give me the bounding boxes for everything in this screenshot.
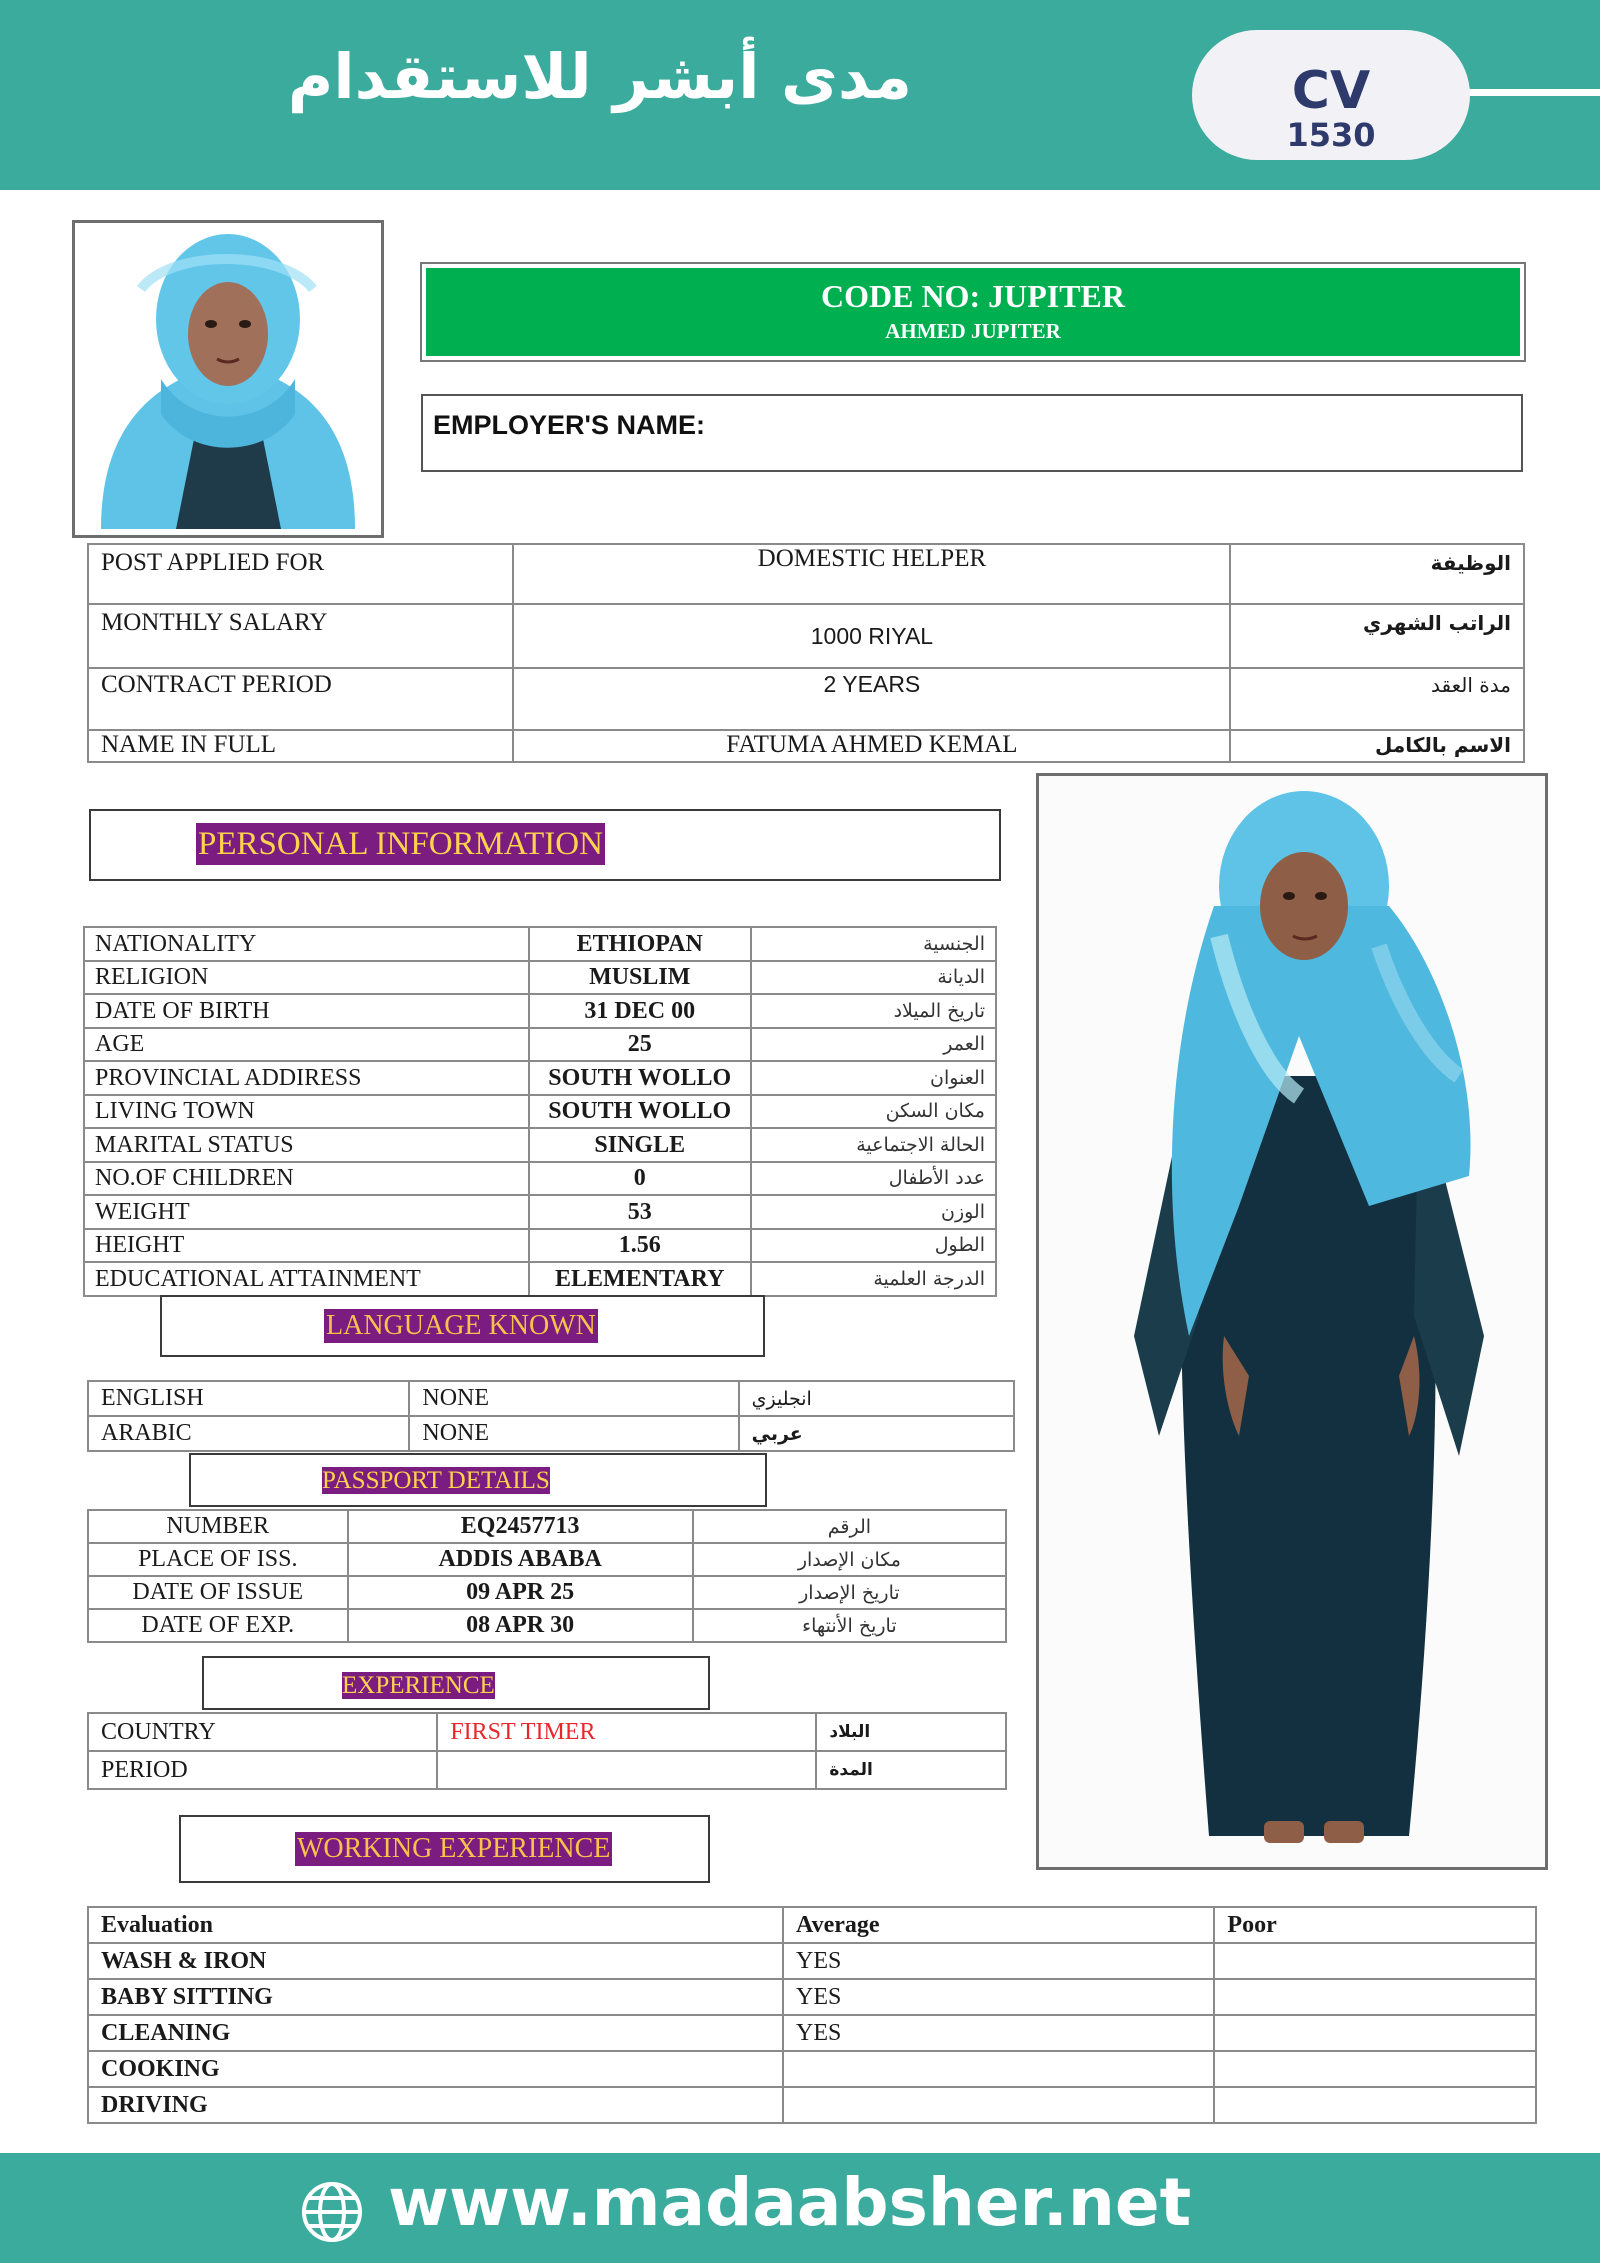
full-body-photo-drawing — [1039, 776, 1545, 1867]
table-row — [84, 927, 996, 961]
experience-title — [340, 1671, 497, 1701]
skill-name: COOKING — [88, 2051, 783, 2087]
brand-name: مدى أبشر للاستقدام — [287, 40, 913, 113]
passport-value: 08 APR 30 — [348, 1609, 693, 1642]
skill-poor — [1214, 2051, 1536, 2087]
field-value: 1.56 — [529, 1229, 751, 1263]
skill-name: DRIVING — [88, 2087, 783, 2123]
field-arabic: الطول — [751, 1229, 996, 1263]
experience-label: COUNTRY — [88, 1713, 437, 1751]
table-row — [88, 1751, 1006, 1789]
summary-label: MONTHLY SALARY — [88, 604, 513, 668]
summary-label: POST APPLIED FOR — [88, 544, 513, 604]
table-row — [84, 1128, 996, 1162]
table-row — [84, 994, 996, 1028]
field-label: NATIONALITY — [84, 927, 529, 961]
field-label: RELIGION — [84, 961, 529, 995]
field-label: EDUCATIONAL ATTAINMENT — [84, 1262, 529, 1296]
table-row — [88, 2015, 1536, 2051]
table-row — [88, 2087, 1536, 2123]
passport-arabic: مكان الإصدار — [693, 1543, 1006, 1576]
skill-poor — [1214, 2087, 1536, 2123]
field-arabic: تاريخ الميلاد — [751, 994, 996, 1028]
field-label: MARITAL STATUS — [84, 1128, 529, 1162]
table-row — [84, 1095, 996, 1129]
table-row — [88, 1713, 1006, 1751]
working-experience-title: WORKING EXPERIENCE — [297, 1833, 611, 1864]
field-label: AGE — [84, 1028, 529, 1062]
skill-poor — [1214, 1943, 1536, 1979]
field-value: 25 — [529, 1028, 751, 1062]
portrait-photo-drawing — [81, 229, 375, 529]
field-value: ETHIOPAN — [529, 927, 751, 961]
table-row — [84, 1028, 996, 1062]
code-subtitle: AHMED JUPITER — [885, 319, 1061, 343]
language-level: NONE — [409, 1416, 738, 1451]
field-value: 53 — [529, 1195, 751, 1229]
passport-arabic: تاريخ الأنتهاء — [693, 1609, 1006, 1642]
full-body-photo — [1036, 773, 1548, 1870]
table-row — [84, 1162, 996, 1196]
summary-value: FATUMA AHMED KEMAL — [513, 730, 1230, 762]
column-header: Average — [783, 1907, 1214, 1943]
skill-average — [783, 2051, 1214, 2087]
code-banner-fill — [426, 268, 1520, 356]
skill-name: WASH & IRON — [88, 1943, 783, 1979]
experience-table — [87, 1712, 1007, 1790]
passport-value: 09 APR 25 — [348, 1576, 693, 1609]
table-row — [88, 1416, 1014, 1451]
experience-title-text: EXPERIENCE — [342, 1672, 495, 1699]
field-value: ELEMENTARY — [529, 1262, 751, 1296]
passport-label: DATE OF EXP. — [88, 1609, 348, 1642]
field-value: 31 DEC 00 — [529, 994, 751, 1028]
table-row — [88, 1543, 1006, 1576]
field-value: SOUTH WOLLO — [529, 1095, 751, 1129]
code-banner — [420, 262, 1526, 362]
table-row — [88, 730, 1524, 762]
field-value: MUSLIM — [529, 961, 751, 995]
table-row — [88, 668, 1524, 730]
cv-connector-line — [1468, 89, 1600, 96]
summary-arabic: مدة العقد — [1230, 668, 1524, 730]
field-arabic: الدرجة العلمية — [751, 1262, 996, 1296]
experience-value: FIRST TIMER — [437, 1713, 816, 1751]
table-row — [88, 544, 1524, 604]
passport-value: ADDIS ABABA — [348, 1543, 693, 1576]
passport-title-text: PASSPORT DETAILS — [322, 1467, 550, 1494]
summary-label: CONTRACT PERIOD — [88, 668, 513, 730]
field-value: 0 — [529, 1162, 751, 1196]
summary-value: DOMESTIC HELPER — [513, 544, 1230, 604]
skill-name: BABY SITTING — [88, 1979, 783, 2015]
employer-name-box — [421, 394, 1523, 472]
field-label: NO.OF CHILDREN — [84, 1162, 529, 1196]
column-header: Poor — [1214, 1907, 1536, 1943]
table-row — [84, 961, 996, 995]
language-arabic: انجليزي — [739, 1381, 1014, 1416]
passport-label: NUMBER — [88, 1510, 348, 1543]
field-label: PROVINCIAL ADDIRESS — [84, 1061, 529, 1095]
summary-arabic: الراتب الشهري — [1230, 604, 1524, 668]
cv-number: 1530 — [1286, 116, 1376, 154]
field-arabic: الحالة الاجتماعية — [751, 1128, 996, 1162]
table-row — [88, 2051, 1536, 2087]
language-name: ENGLISH — [88, 1381, 409, 1416]
cv-badge — [1192, 30, 1470, 160]
summary-value: 1000 RIYAL — [513, 604, 1230, 668]
summary-arabic: الاسم بالكامل — [1230, 730, 1524, 762]
table-header-row — [88, 1907, 1536, 1943]
experience-arabic: المدة — [816, 1751, 1006, 1789]
passport-title — [320, 1466, 552, 1496]
table-row — [84, 1229, 996, 1263]
language-level: NONE — [409, 1381, 738, 1416]
field-value: SOUTH WOLLO — [529, 1061, 751, 1095]
employer-name-label: EMPLOYER'S NAME: — [433, 410, 705, 440]
field-label: LIVING TOWN — [84, 1095, 529, 1129]
column-header: Evaluation — [88, 1907, 783, 1943]
summary-arabic: الوظيفة — [1230, 544, 1524, 604]
skill-name: CLEANING — [88, 2015, 783, 2051]
portrait-photo — [72, 220, 384, 538]
language-table — [87, 1380, 1015, 1452]
table-row — [84, 1061, 996, 1095]
personal-info-title: PERSONAL INFORMATION — [196, 823, 605, 865]
language-arabic: عربي — [739, 1416, 1014, 1451]
cv-label: CV — [1291, 61, 1371, 121]
field-value: SINGLE — [529, 1128, 751, 1162]
field-arabic: الديانة — [751, 961, 996, 995]
summary-value: 2 YEARS — [513, 668, 1230, 730]
skill-average: YES — [783, 1979, 1214, 2015]
skill-poor — [1214, 1979, 1536, 2015]
code-title: CODE NO: JUPITER — [820, 278, 1125, 314]
passport-arabic: الرقم — [693, 1510, 1006, 1543]
website-link[interactable]: www.madaabsher.net — [388, 2164, 1192, 2241]
field-arabic: الجنسية — [751, 927, 996, 961]
table-row — [88, 1979, 1536, 2015]
table-row — [88, 1510, 1006, 1543]
skill-average: YES — [783, 1943, 1214, 1979]
field-label: DATE OF BIRTH — [84, 994, 529, 1028]
table-row — [88, 1609, 1006, 1642]
experience-arabic: البلاد — [816, 1713, 1006, 1751]
table-row — [88, 1576, 1006, 1609]
passport-label: DATE OF ISSUE — [88, 1576, 348, 1609]
language-name: ARABIC — [88, 1416, 409, 1451]
field-arabic: عدد الأطفال — [751, 1162, 996, 1196]
passport-arabic: تاريخ الإصدار — [693, 1576, 1006, 1609]
table-row — [88, 1943, 1536, 1979]
summary-label: NAME IN FULL — [88, 730, 513, 762]
passport-value: EQ2457713 — [348, 1510, 693, 1543]
table-row — [88, 1381, 1014, 1416]
table-row — [88, 604, 1524, 668]
table-row — [84, 1262, 996, 1296]
experience-value — [437, 1751, 816, 1789]
field-arabic: الوزن — [751, 1195, 996, 1229]
table-row — [84, 1195, 996, 1229]
language-title: LANGUAGE KNOWN — [326, 1310, 596, 1341]
globe-icon — [300, 2180, 364, 2244]
skill-poor — [1214, 2015, 1536, 2051]
personal-info-table — [83, 926, 997, 1297]
experience-label: PERIOD — [88, 1751, 437, 1789]
field-label: WEIGHT — [84, 1195, 529, 1229]
working-experience-table — [87, 1906, 1537, 2124]
field-arabic: العنوان — [751, 1061, 996, 1095]
field-arabic: العمر — [751, 1028, 996, 1062]
skill-average — [783, 2087, 1214, 2123]
passport-table — [87, 1509, 1007, 1643]
field-arabic: مكان السكن — [751, 1095, 996, 1129]
field-label: HEIGHT — [84, 1229, 529, 1263]
skill-average: YES — [783, 2015, 1214, 2051]
passport-label: PLACE OF ISS. — [88, 1543, 348, 1576]
summary-table — [87, 543, 1525, 763]
